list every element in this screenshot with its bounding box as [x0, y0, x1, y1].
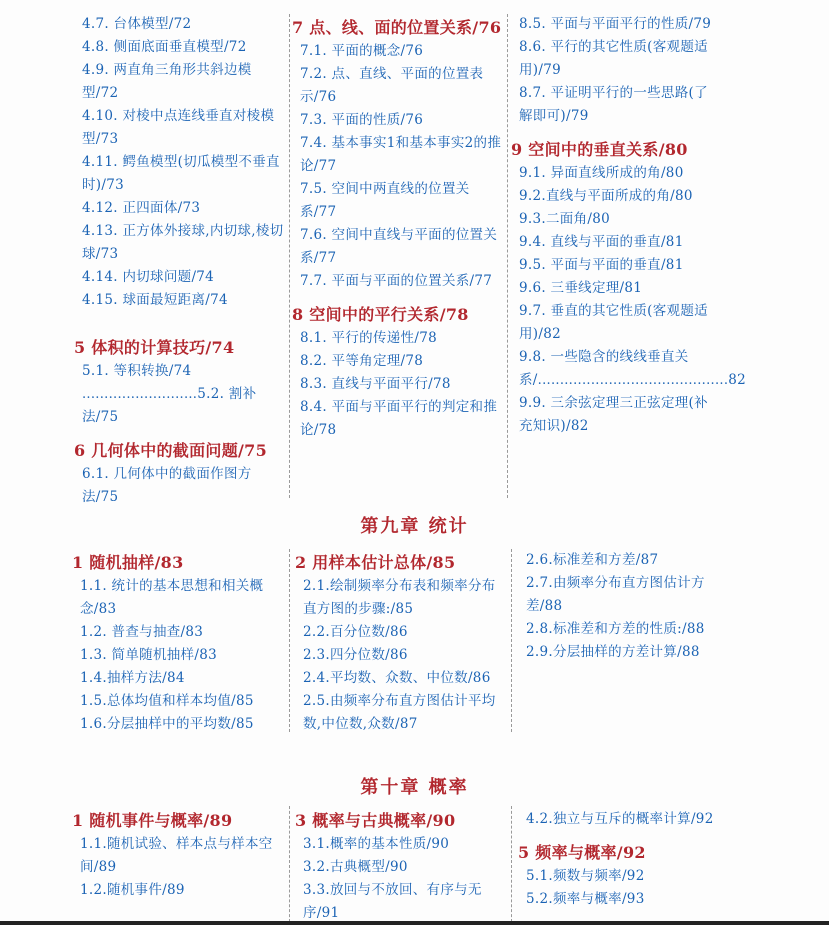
toc-item[interactable]: 7.6. 空间中直线与平面的位置关系/77: [300, 227, 498, 266]
toc-item[interactable]: 9.2.直线与平面所成的角/80: [519, 188, 693, 204]
toc-item[interactable]: 2.7.由频率分布直方图估计方差/88: [526, 575, 705, 614]
heading-9[interactable]: 9 空间中的垂直关系/80: [511, 140, 688, 159]
toc-item[interactable]: 8.5. 平面与平面平行的性质/79: [519, 16, 712, 32]
toc-item[interactable]: 6.1. 几何体中的截面作图方法/75: [82, 466, 252, 505]
ch10-col1: [72, 809, 286, 902]
toc-item[interactable]: 9.4. 直线与平面的垂直/81: [519, 234, 684, 250]
heading-5[interactable]: 5 频率与概率/92: [518, 843, 646, 862]
toc-item[interactable]: 4.10. 对棱中点连线垂直对棱模型/73: [82, 108, 275, 147]
toc-item-dotted[interactable]: [82, 383, 287, 429]
toc-item-dotted[interactable]: [519, 369, 747, 392]
toc-item[interactable]: 9.1. 异面直线所成的角/80: [519, 165, 684, 181]
toc-item[interactable]: 4.8. 侧面底面垂直模型/72: [82, 39, 247, 55]
toc-item[interactable]: 1.6.分层抽样中的平均数/85: [80, 716, 254, 732]
toc-item[interactable]: 4.12. 正四面体/73: [82, 200, 201, 216]
heading-5[interactable]: 5 体积的计算技巧/74: [74, 338, 235, 357]
s1-col2: [292, 16, 503, 442]
toc-item[interactable]: 7.3. 平面的性质/76: [300, 112, 424, 128]
toc-item[interactable]: 9.7. 垂直的其它性质(客观题适用)/82: [519, 303, 708, 342]
toc-item[interactable]: 4.11. 鳄鱼模型(切瓜模型不垂直时)/73: [82, 154, 280, 193]
toc-item[interactable]: 4.15. 球面最短距离/74: [82, 292, 228, 308]
heading-6[interactable]: 6 几何体中的截面问题/75: [74, 441, 268, 460]
toc-item[interactable]: 4.7. 台体模型/72: [82, 16, 192, 32]
toc-item[interactable]: 2.2.百分位数/86: [303, 624, 408, 640]
toc-item[interactable]: 8.6. 平行的其它性质(客观题适用)/79: [519, 39, 708, 78]
toc-item[interactable]: 1.1. 统计的基本思想和相关概念/83: [80, 578, 264, 617]
page-number: 82: [728, 372, 747, 388]
heading-1[interactable]: 1 随机抽样/83: [72, 553, 184, 572]
toc-item[interactable]: 9.5. 平面与平面的垂直/81: [519, 257, 684, 273]
column-divider: [289, 806, 290, 922]
toc-item[interactable]: 7.1. 平面的概念/76: [300, 43, 424, 59]
column-divider: [511, 549, 512, 732]
chapter-9-title[interactable]: 第九章 统计: [360, 516, 469, 537]
heading-7[interactable]: 7 点、线、面的位置关系/76: [292, 18, 502, 37]
toc-item[interactable]: 7.5. 空间中两直线的位置关系/77: [300, 181, 470, 220]
toc-item[interactable]: 3.3.放回与不放回、有序与无序/91: [303, 882, 482, 921]
s1-col1: [74, 13, 287, 509]
toc-item[interactable]: 9.9. 三余弦定理三正弦定理(补充知识)/82: [519, 395, 708, 434]
column-divider: [289, 549, 290, 732]
toc-item[interactable]: 1.2.随机事件/89: [80, 882, 185, 898]
toc-item[interactable]: 9.8. 一些隐含的线线垂直关: [519, 349, 689, 365]
ch10-col2: [295, 809, 506, 925]
toc-item[interactable]: 2.8.标准差和方差的性质:/88: [526, 621, 705, 637]
column-divider: [511, 806, 512, 922]
toc-item[interactable]: 8.2. 平等角定理/78: [300, 353, 424, 369]
heading-8[interactable]: 8 空间中的平行关系/78: [292, 305, 469, 324]
toc-item[interactable]: 5.2.频率与概率/93: [526, 891, 645, 907]
toc-item[interactable]: 1.5.总体均值和样本均值/85: [80, 693, 254, 709]
dot-leader: ...........................................: [537, 373, 729, 388]
toc-item[interactable]: 1.1.随机试验、样本点与样本空间/89: [80, 836, 273, 875]
column-divider: [289, 14, 290, 498]
toc-item[interactable]: 1.4.抽样方法/84: [80, 670, 185, 686]
toc-item[interactable]: 7.4. 基本事实1和基本事实2的推论/77: [300, 135, 502, 174]
ch9-col2: [295, 551, 506, 736]
heading-2[interactable]: 2 用样本估计总体/85: [295, 553, 456, 572]
toc-item[interactable]: 5.1.频数与频率/92: [526, 868, 645, 884]
toc-item[interactable]: 2.6.标准差和方差/87: [526, 552, 659, 568]
toc-item[interactable]: 5.1. 等积转换/74: [82, 363, 192, 379]
ch9-col1: [72, 551, 286, 736]
toc-item[interactable]: 2.1.绘制频率分布表和频率分布直方图的步骤:/85: [303, 578, 496, 617]
toc-item[interactable]: 8.1. 平行的传递性/78: [300, 330, 437, 346]
toc-item[interactable]: 8.7. 平证明平行的一些思路(了解即可)/79: [519, 85, 708, 124]
ch10-col3: [518, 808, 731, 911]
heading-1[interactable]: 1 随机事件与概率/89: [72, 811, 233, 830]
toc-item[interactable]: 9.6. 三垂线定理/81: [519, 280, 643, 296]
toc-item[interactable]: 2.5.由频率分布直方图估计平均数,中位数,众数/87: [303, 693, 496, 732]
toc-item[interactable]: 8.3. 直线与平面平行/78: [300, 376, 451, 392]
toc-item[interactable]: 4.2.独立与互斥的概率计算/92: [526, 811, 714, 827]
toc-item[interactable]: 1.3. 简单随机抽样/83: [80, 647, 217, 663]
toc-item[interactable]: 1.2. 普查与抽查/83: [80, 624, 204, 640]
toc-item[interactable]: 2.9.分层抽样的方差计算/88: [526, 644, 700, 660]
ch9-col3: [526, 549, 731, 664]
dot-leader: ..........................: [82, 387, 198, 402]
chapter-10-title[interactable]: 第十章 概率: [360, 777, 469, 798]
heading-3[interactable]: 3 概率与古典概率/90: [295, 811, 456, 830]
toc-item[interactable]: 7.7. 平面与平面的位置关系/77: [300, 273, 493, 289]
column-divider: [507, 14, 508, 498]
toc-item[interactable]: 7.2. 点、直线、平面的位置表示/76: [300, 66, 484, 105]
toc-item[interactable]: 2.4.平均数、众数、中位数/86: [303, 670, 491, 686]
toc-item[interactable]: 3.1.概率的基本性质/90: [303, 836, 450, 852]
toc-item[interactable]: 9.3.二面角/80: [519, 211, 610, 227]
toc-item[interactable]: 8.4. 平面与平面平行的判定和推论/78: [300, 399, 498, 438]
toc-item[interactable]: 3.2.古典概型/90: [303, 859, 408, 875]
toc-item[interactable]: 4.13. 正方体外接球,内切球,棱切球/73: [82, 223, 284, 262]
toc-item: 5.2. 割补法/75: [82, 386, 257, 425]
toc-item[interactable]: 4.14. 内切球问题/74: [82, 269, 215, 285]
toc-item[interactable]: 4.9. 两直角三角形共斜边模型/72: [82, 62, 252, 101]
page-edge-shadow: [0, 921, 829, 925]
toc-item[interactable]: 2.3.四分位数/86: [303, 647, 408, 663]
toc-item: 系/: [519, 372, 538, 388]
s1-col3: [511, 13, 747, 438]
